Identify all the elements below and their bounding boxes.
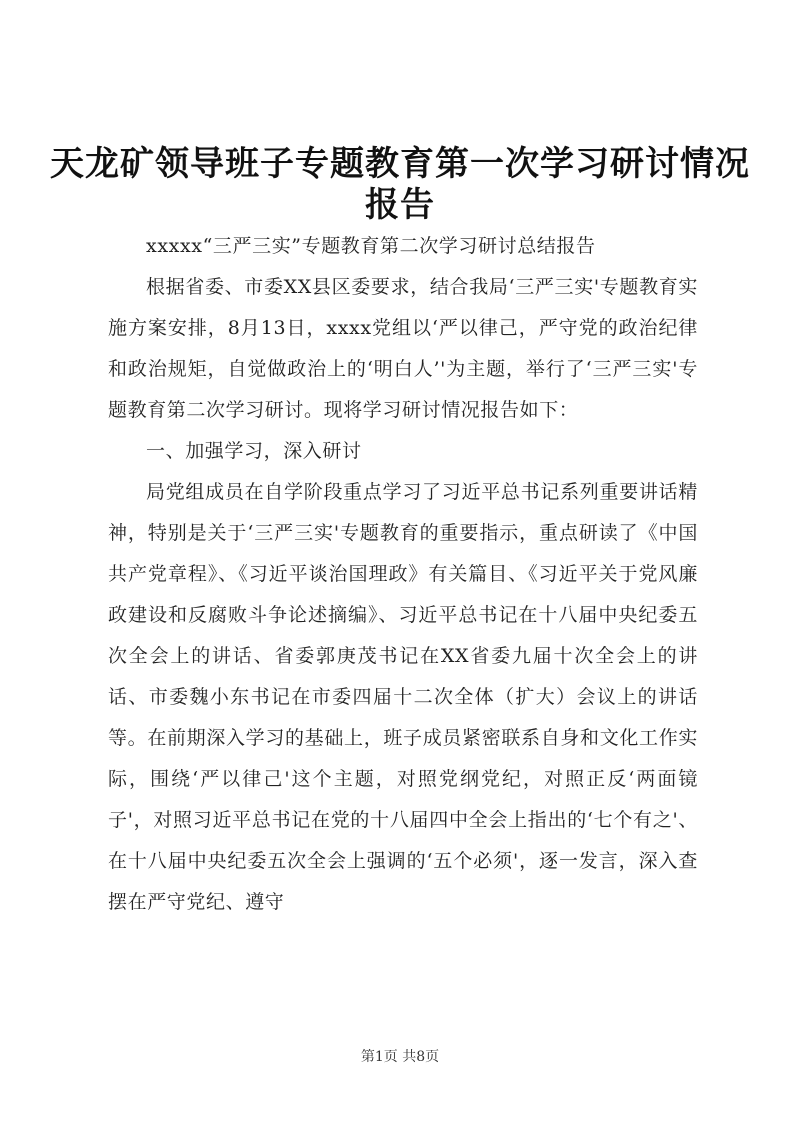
paragraph-study: 局党组成员在自学阶段重点学习了习近平总书记系列重要讲话精神，特别是关于‘三严三实'专题教育的重要指示，重点研读了《中国共产党章程》、《习近平谈治国理政》有关篇目、《习近平关于党风廉政建设和反腐败斗争论述摘编》、习近平总书记在十八届中央纪委五次全会上的讲话、省委郭庚茂书记在XX省委九届十次全会上的讲话、市委魏小东书记在市委四届十二次全体（扩大）会议上的讲话等。在前期深入学习的基础上，班子成员紧密联系自身和文化工作实际，围绕‘严以律己'这个主题，对照党纲党纪，对照正反‘两面镜子'，对照习近平总书记在党的十八届四中全会上指出的‘七个有之'、在十八届中央纪委五次全会上强调的‘五个必须'，逐一发言，深入查摆在严守党纪、遵守 — [108, 481, 698, 913]
document-body — [108, 226, 698, 923]
paragraph-intro: 根据省委、市委XX县区委要求，结合我局‘三严三实'专题教育实施方案安排，8月13日，xxxx党组以‘严以律己，严守党的政治纪律和政治规矩，自觉做政治上的‘明白人’'为主题，举行了‘三严三实'专题教育第二次学习研讨。现将学习研讨情况报告如下： — [108, 276, 698, 421]
page-footer: 第1页 共8页 — [360, 1049, 440, 1065]
paragraph-subtitle: xxxxx“三严三实”专题教育第二次学习研讨总结报告 — [146, 235, 596, 257]
paragraph-section-heading: 一、加强学习，深入研讨 — [146, 440, 362, 462]
document-title-line-1: 天龙矿领导班子专题教育第一次学习研讨情况 — [50, 144, 750, 184]
document-title-line-2: 报告 — [365, 185, 435, 225]
